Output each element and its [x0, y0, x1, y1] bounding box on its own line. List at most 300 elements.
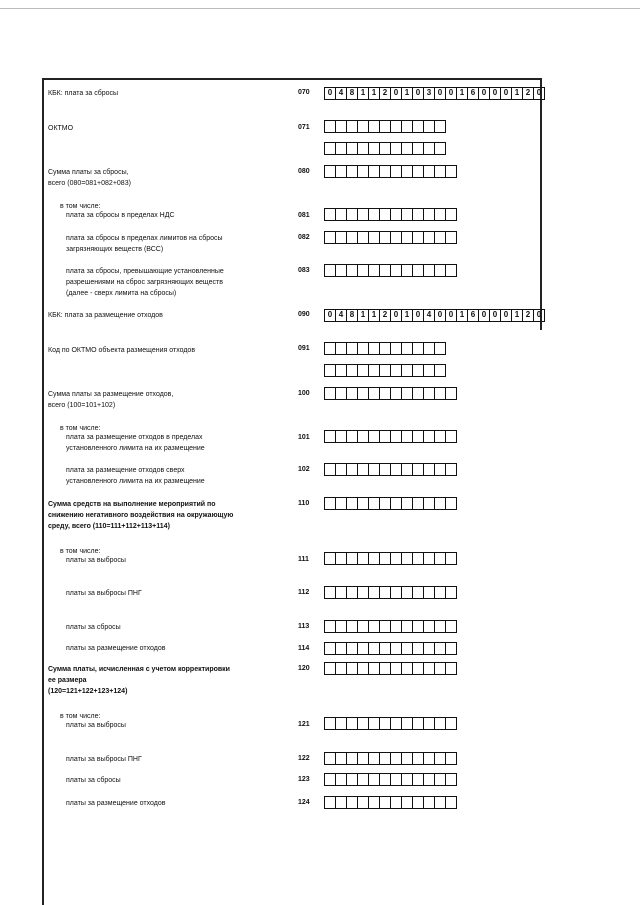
input-cell[interactable]: [391, 553, 402, 564]
input-cell[interactable]: 4: [336, 310, 347, 321]
input-cell[interactable]: [413, 553, 424, 564]
input-cell[interactable]: [391, 587, 402, 598]
input-cell[interactable]: [402, 621, 413, 632]
input-cell[interactable]: [435, 643, 446, 654]
input-cell[interactable]: 8: [347, 88, 358, 99]
input-cell[interactable]: [325, 343, 336, 354]
kbk-waste-boxes[interactable]: [324, 309, 545, 322]
input-cell[interactable]: [446, 388, 457, 399]
input-cell[interactable]: 0: [413, 88, 424, 99]
input-cell[interactable]: 0: [501, 88, 512, 99]
amount-boxes-120[interactable]: [324, 662, 457, 675]
input-cell[interactable]: [413, 365, 424, 376]
amount-boxes-123[interactable]: [324, 773, 457, 786]
input-cell[interactable]: 0: [479, 88, 490, 99]
input-cell[interactable]: [435, 553, 446, 564]
input-cell[interactable]: 0: [325, 310, 336, 321]
input-cell[interactable]: [424, 343, 435, 354]
oktmo-waste-boxes-row2[interactable]: [324, 364, 446, 377]
input-cell[interactable]: [336, 797, 347, 808]
input-cell[interactable]: [402, 498, 413, 509]
input-cell[interactable]: [413, 774, 424, 785]
input-cell[interactable]: [402, 643, 413, 654]
input-cell[interactable]: 0: [534, 88, 545, 99]
input-cell[interactable]: [347, 121, 358, 132]
input-cell[interactable]: [369, 343, 380, 354]
input-cell[interactable]: [369, 166, 380, 177]
amount-boxes-102[interactable]: [324, 463, 457, 476]
input-cell[interactable]: [380, 343, 391, 354]
input-cell[interactable]: [358, 209, 369, 220]
input-cell[interactable]: [336, 464, 347, 475]
input-cell[interactable]: [358, 388, 369, 399]
input-cell[interactable]: [391, 343, 402, 354]
input-cell[interactable]: [391, 663, 402, 674]
input-cell[interactable]: [402, 365, 413, 376]
input-cell[interactable]: [402, 774, 413, 785]
input-cell[interactable]: [380, 498, 391, 509]
input-cell[interactable]: [347, 388, 358, 399]
input-cell[interactable]: [358, 663, 369, 674]
input-cell[interactable]: [413, 663, 424, 674]
input-cell[interactable]: [325, 166, 336, 177]
input-cell[interactable]: [413, 587, 424, 598]
amount-boxes-082[interactable]: [324, 231, 457, 244]
input-cell[interactable]: 0: [446, 88, 457, 99]
input-cell[interactable]: [325, 753, 336, 764]
input-cell[interactable]: [325, 464, 336, 475]
input-cell[interactable]: [402, 388, 413, 399]
input-cell[interactable]: [369, 718, 380, 729]
input-cell[interactable]: [347, 431, 358, 442]
input-cell[interactable]: [424, 663, 435, 674]
amount-boxes-112[interactable]: [324, 586, 457, 599]
input-cell[interactable]: [391, 143, 402, 154]
input-cell[interactable]: [402, 143, 413, 154]
input-cell[interactable]: [446, 753, 457, 764]
input-cell[interactable]: 2: [523, 88, 534, 99]
input-cell[interactable]: [391, 121, 402, 132]
input-cell[interactable]: [380, 663, 391, 674]
input-cell[interactable]: [325, 663, 336, 674]
input-cell[interactable]: [446, 265, 457, 276]
input-cell[interactable]: 1: [369, 310, 380, 321]
input-cell[interactable]: [369, 774, 380, 785]
input-cell[interactable]: 2: [380, 310, 391, 321]
input-cell[interactable]: [413, 464, 424, 475]
input-cell[interactable]: [391, 621, 402, 632]
input-cell[interactable]: [325, 232, 336, 243]
input-cell[interactable]: 6: [468, 88, 479, 99]
amount-boxes-101[interactable]: [324, 430, 457, 443]
input-cell[interactable]: [347, 265, 358, 276]
input-cell[interactable]: [380, 121, 391, 132]
input-cell[interactable]: [435, 797, 446, 808]
input-cell[interactable]: 1: [358, 88, 369, 99]
input-cell[interactable]: [347, 663, 358, 674]
input-cell[interactable]: [347, 774, 358, 785]
input-cell[interactable]: [380, 718, 391, 729]
input-cell[interactable]: [391, 431, 402, 442]
input-cell[interactable]: [358, 464, 369, 475]
input-cell[interactable]: [413, 265, 424, 276]
input-cell[interactable]: [336, 209, 347, 220]
input-cell[interactable]: [435, 232, 446, 243]
input-cell[interactable]: [347, 797, 358, 808]
input-cell[interactable]: [424, 365, 435, 376]
input-cell[interactable]: [380, 209, 391, 220]
input-cell[interactable]: [402, 718, 413, 729]
input-cell[interactable]: [391, 718, 402, 729]
input-cell[interactable]: 0: [391, 88, 402, 99]
input-cell[interactable]: [402, 121, 413, 132]
input-cell[interactable]: [325, 498, 336, 509]
input-cell[interactable]: 0: [391, 310, 402, 321]
input-cell[interactable]: [380, 753, 391, 764]
input-cell[interactable]: [424, 232, 435, 243]
input-cell[interactable]: 1: [402, 310, 413, 321]
input-cell[interactable]: [358, 166, 369, 177]
input-cell[interactable]: [435, 753, 446, 764]
input-cell[interactable]: [369, 232, 380, 243]
input-cell[interactable]: [435, 166, 446, 177]
input-cell[interactable]: [446, 663, 457, 674]
input-cell[interactable]: [325, 209, 336, 220]
input-cell[interactable]: 1: [457, 310, 468, 321]
input-cell[interactable]: [435, 587, 446, 598]
input-cell[interactable]: [424, 143, 435, 154]
input-cell[interactable]: 0: [479, 310, 490, 321]
input-cell[interactable]: [380, 388, 391, 399]
input-cell[interactable]: [380, 143, 391, 154]
input-cell[interactable]: [347, 143, 358, 154]
input-cell[interactable]: [424, 753, 435, 764]
input-cell[interactable]: 3: [424, 88, 435, 99]
input-cell[interactable]: [336, 143, 347, 154]
input-cell[interactable]: [424, 464, 435, 475]
input-cell[interactable]: [413, 343, 424, 354]
input-cell[interactable]: [424, 209, 435, 220]
input-cell[interactable]: [347, 753, 358, 764]
input-cell[interactable]: [424, 498, 435, 509]
input-cell[interactable]: [336, 718, 347, 729]
input-cell[interactable]: [336, 431, 347, 442]
input-cell[interactable]: [435, 265, 446, 276]
input-cell[interactable]: [369, 553, 380, 564]
input-cell[interactable]: [369, 753, 380, 764]
input-cell[interactable]: [435, 774, 446, 785]
oktmo-waste-boxes-row1[interactable]: [324, 342, 446, 355]
input-cell[interactable]: 4: [424, 310, 435, 321]
input-cell[interactable]: [325, 388, 336, 399]
input-cell[interactable]: [347, 643, 358, 654]
amount-boxes-124[interactable]: [324, 796, 457, 809]
input-cell[interactable]: [391, 498, 402, 509]
input-cell[interactable]: 4: [336, 88, 347, 99]
input-cell[interactable]: [347, 498, 358, 509]
input-cell[interactable]: [358, 774, 369, 785]
amount-boxes-111[interactable]: [324, 552, 457, 565]
input-cell[interactable]: [347, 718, 358, 729]
input-cell[interactable]: [402, 587, 413, 598]
input-cell[interactable]: [446, 498, 457, 509]
input-cell[interactable]: [369, 464, 380, 475]
input-cell[interactable]: [424, 388, 435, 399]
input-cell[interactable]: [369, 143, 380, 154]
input-cell[interactable]: [336, 388, 347, 399]
input-cell[interactable]: [446, 431, 457, 442]
input-cell[interactable]: [336, 643, 347, 654]
input-cell[interactable]: 1: [358, 310, 369, 321]
input-cell[interactable]: [424, 431, 435, 442]
input-cell[interactable]: [391, 265, 402, 276]
input-cell[interactable]: [380, 431, 391, 442]
input-cell[interactable]: [446, 232, 457, 243]
input-cell[interactable]: [435, 365, 446, 376]
input-cell[interactable]: [325, 143, 336, 154]
input-cell[interactable]: [413, 143, 424, 154]
input-cell[interactable]: [446, 643, 457, 654]
amount-boxes-110[interactable]: [324, 497, 457, 510]
input-cell[interactable]: [413, 643, 424, 654]
input-cell[interactable]: 1: [369, 88, 380, 99]
input-cell[interactable]: 1: [402, 88, 413, 99]
input-cell[interactable]: [380, 774, 391, 785]
input-cell[interactable]: [325, 587, 336, 598]
input-cell[interactable]: [358, 753, 369, 764]
input-cell[interactable]: [391, 797, 402, 808]
input-cell[interactable]: [369, 797, 380, 808]
amount-boxes-122[interactable]: [324, 752, 457, 765]
input-cell[interactable]: [413, 166, 424, 177]
input-cell[interactable]: [424, 265, 435, 276]
input-cell[interactable]: [380, 265, 391, 276]
input-cell[interactable]: [380, 643, 391, 654]
input-cell[interactable]: [424, 587, 435, 598]
input-cell[interactable]: [446, 718, 457, 729]
input-cell[interactable]: [347, 587, 358, 598]
input-cell[interactable]: [380, 365, 391, 376]
amount-boxes-080[interactable]: [324, 165, 457, 178]
input-cell[interactable]: [358, 265, 369, 276]
input-cell[interactable]: [369, 265, 380, 276]
input-cell[interactable]: [424, 121, 435, 132]
input-cell[interactable]: 0: [435, 88, 446, 99]
input-cell[interactable]: [435, 343, 446, 354]
input-cell[interactable]: 0: [490, 88, 501, 99]
input-cell[interactable]: [358, 553, 369, 564]
input-cell[interactable]: [325, 553, 336, 564]
kbk-discharge-boxes[interactable]: [324, 87, 545, 100]
input-cell[interactable]: [325, 774, 336, 785]
input-cell[interactable]: [358, 587, 369, 598]
input-cell[interactable]: [380, 464, 391, 475]
input-cell[interactable]: [325, 643, 336, 654]
input-cell[interactable]: [336, 774, 347, 785]
input-cell[interactable]: [336, 553, 347, 564]
input-cell[interactable]: [369, 121, 380, 132]
input-cell[interactable]: [325, 265, 336, 276]
input-cell[interactable]: [380, 166, 391, 177]
input-cell[interactable]: [402, 166, 413, 177]
input-cell[interactable]: [369, 663, 380, 674]
input-cell[interactable]: 0: [490, 310, 501, 321]
amount-boxes-081[interactable]: [324, 208, 457, 221]
input-cell[interactable]: [369, 643, 380, 654]
input-cell[interactable]: [446, 553, 457, 564]
input-cell[interactable]: 2: [523, 310, 534, 321]
input-cell[interactable]: [402, 209, 413, 220]
input-cell[interactable]: [347, 464, 358, 475]
input-cell[interactable]: [380, 232, 391, 243]
input-cell[interactable]: [358, 643, 369, 654]
input-cell[interactable]: [435, 498, 446, 509]
input-cell[interactable]: [391, 166, 402, 177]
input-cell[interactable]: [413, 753, 424, 764]
input-cell[interactable]: 1: [512, 88, 523, 99]
input-cell[interactable]: [391, 643, 402, 654]
input-cell[interactable]: [358, 365, 369, 376]
input-cell[interactable]: [358, 232, 369, 243]
input-cell[interactable]: [325, 718, 336, 729]
input-cell[interactable]: 8: [347, 310, 358, 321]
input-cell[interactable]: [435, 209, 446, 220]
input-cell[interactable]: 0: [534, 310, 545, 321]
input-cell[interactable]: 0: [501, 310, 512, 321]
input-cell[interactable]: [413, 621, 424, 632]
input-cell[interactable]: [369, 498, 380, 509]
oktmo-boxes-row2[interactable]: [324, 142, 446, 155]
input-cell[interactable]: [413, 121, 424, 132]
input-cell[interactable]: [358, 718, 369, 729]
input-cell[interactable]: [380, 553, 391, 564]
input-cell[interactable]: [424, 643, 435, 654]
input-cell[interactable]: [336, 498, 347, 509]
input-cell[interactable]: [336, 343, 347, 354]
input-cell[interactable]: [369, 209, 380, 220]
input-cell[interactable]: [424, 718, 435, 729]
amount-boxes-121[interactable]: [324, 717, 457, 730]
input-cell[interactable]: [413, 431, 424, 442]
input-cell[interactable]: [424, 553, 435, 564]
input-cell[interactable]: [424, 797, 435, 808]
input-cell[interactable]: 0: [413, 310, 424, 321]
input-cell[interactable]: [391, 774, 402, 785]
amount-boxes-113[interactable]: [324, 620, 457, 633]
input-cell[interactable]: [369, 587, 380, 598]
input-cell[interactable]: [325, 797, 336, 808]
input-cell[interactable]: [369, 431, 380, 442]
input-cell[interactable]: [358, 431, 369, 442]
input-cell[interactable]: [446, 587, 457, 598]
input-cell[interactable]: [380, 797, 391, 808]
amount-boxes-100[interactable]: [324, 387, 457, 400]
input-cell[interactable]: [413, 209, 424, 220]
input-cell[interactable]: [446, 797, 457, 808]
input-cell[interactable]: [358, 498, 369, 509]
input-cell[interactable]: [336, 166, 347, 177]
input-cell[interactable]: [391, 232, 402, 243]
input-cell[interactable]: [413, 718, 424, 729]
input-cell[interactable]: [347, 553, 358, 564]
input-cell[interactable]: [358, 797, 369, 808]
input-cell[interactable]: [347, 343, 358, 354]
input-cell[interactable]: [325, 365, 336, 376]
input-cell[interactable]: [391, 464, 402, 475]
input-cell[interactable]: [391, 753, 402, 764]
oktmo-boxes-row1[interactable]: [324, 120, 446, 133]
input-cell[interactable]: [402, 753, 413, 764]
input-cell[interactable]: [391, 365, 402, 376]
input-cell[interactable]: 0: [325, 88, 336, 99]
input-cell[interactable]: [446, 774, 457, 785]
input-cell[interactable]: [435, 143, 446, 154]
input-cell[interactable]: [369, 621, 380, 632]
input-cell[interactable]: [325, 121, 336, 132]
input-cell[interactable]: 0: [446, 310, 457, 321]
input-cell[interactable]: [446, 209, 457, 220]
input-cell[interactable]: [380, 587, 391, 598]
input-cell[interactable]: [413, 388, 424, 399]
input-cell[interactable]: [336, 365, 347, 376]
input-cell[interactable]: [358, 621, 369, 632]
input-cell[interactable]: [391, 209, 402, 220]
input-cell[interactable]: [402, 464, 413, 475]
input-cell[interactable]: [435, 464, 446, 475]
input-cell[interactable]: [347, 166, 358, 177]
input-cell[interactable]: [369, 388, 380, 399]
input-cell[interactable]: [358, 121, 369, 132]
input-cell[interactable]: [413, 797, 424, 808]
input-cell[interactable]: [413, 232, 424, 243]
input-cell[interactable]: [336, 265, 347, 276]
input-cell[interactable]: [424, 621, 435, 632]
input-cell[interactable]: [347, 621, 358, 632]
input-cell[interactable]: 2: [380, 88, 391, 99]
input-cell[interactable]: [336, 663, 347, 674]
input-cell[interactable]: [369, 365, 380, 376]
input-cell[interactable]: [435, 388, 446, 399]
amount-boxes-083[interactable]: [324, 264, 457, 277]
input-cell[interactable]: [347, 365, 358, 376]
input-cell[interactable]: [446, 464, 457, 475]
input-cell[interactable]: [435, 431, 446, 442]
input-cell[interactable]: [402, 265, 413, 276]
input-cell[interactable]: [435, 718, 446, 729]
input-cell[interactable]: [358, 343, 369, 354]
input-cell[interactable]: [402, 343, 413, 354]
input-cell[interactable]: [424, 166, 435, 177]
input-cell[interactable]: [391, 388, 402, 399]
input-cell[interactable]: [347, 209, 358, 220]
input-cell[interactable]: [424, 774, 435, 785]
input-cell[interactable]: [325, 621, 336, 632]
input-cell[interactable]: [446, 621, 457, 632]
input-cell[interactable]: [336, 121, 347, 132]
input-cell[interactable]: [435, 121, 446, 132]
input-cell[interactable]: [336, 232, 347, 243]
input-cell[interactable]: [358, 143, 369, 154]
input-cell[interactable]: [435, 663, 446, 674]
input-cell[interactable]: [413, 498, 424, 509]
input-cell[interactable]: [380, 621, 391, 632]
input-cell[interactable]: 6: [468, 310, 479, 321]
amount-boxes-114[interactable]: [324, 642, 457, 655]
input-cell[interactable]: 1: [457, 88, 468, 99]
input-cell[interactable]: [347, 232, 358, 243]
input-cell[interactable]: 0: [435, 310, 446, 321]
input-cell[interactable]: 1: [512, 310, 523, 321]
